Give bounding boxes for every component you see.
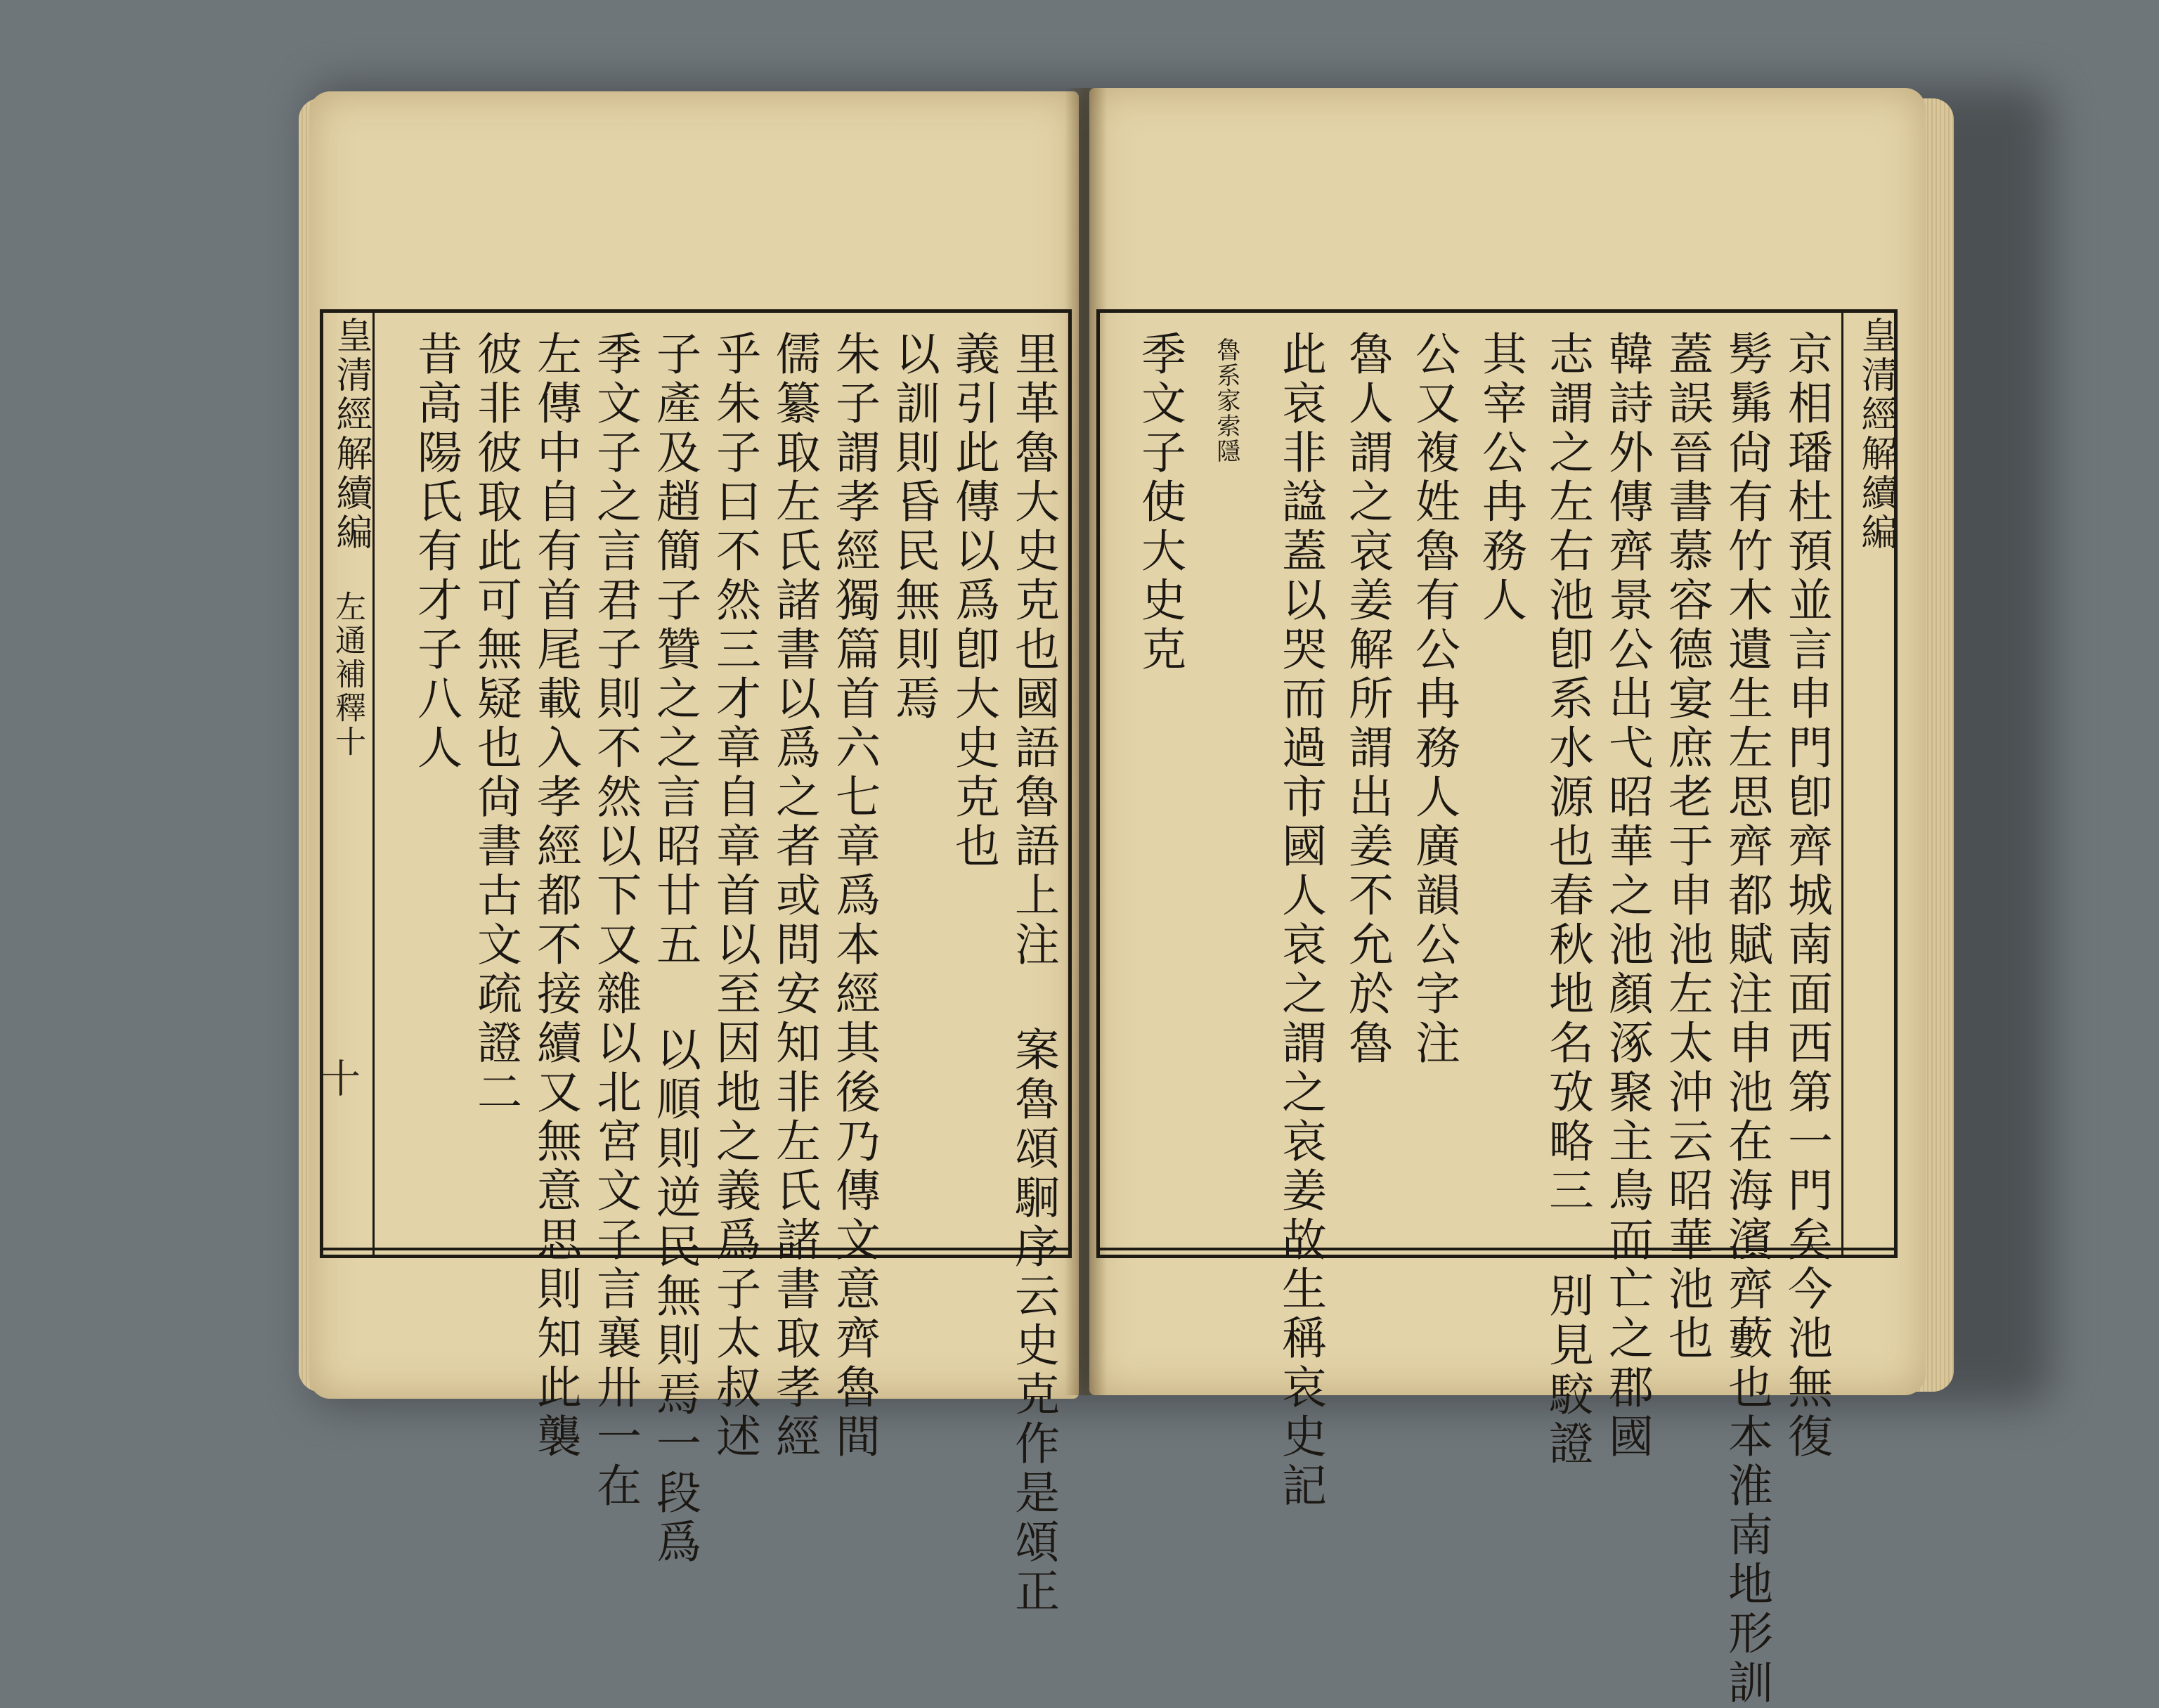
left-column-8: 季文子之言君子則不然以下又雜以北宮文子言襄卅一在 xyxy=(589,330,641,1511)
left-column-11: 昔高陽氏有才子八人 xyxy=(410,330,462,773)
left-column-6: 乎朱子曰不然三才章自章首以至因地之義爲子太叔述 xyxy=(708,330,760,1462)
right-column-6: 其宰公冉務人 xyxy=(1474,330,1526,626)
left-column-7: 子產及趙簡子贊之之言昭廿五 以順則逆民無則焉一段爲 xyxy=(649,330,701,1567)
right-column-5: 志謂之左右池卽系水源也春秋地名攷略三 別見駮證 xyxy=(1541,330,1593,1469)
left-column-9: 左傳中自有首尾載入孝經都不接續又無意思則知此襲 xyxy=(529,330,581,1462)
right-header-rule xyxy=(1841,309,1843,1258)
right-column-8: 魯人謂之哀姜解所謂出姜不允於魯 xyxy=(1341,330,1393,1068)
left-section-title: 左通補釋十 xyxy=(330,590,365,759)
right-column-11: 季文子使大史克 xyxy=(1134,330,1186,675)
left-folio: 十 xyxy=(315,1058,361,1097)
right-column-3: 蓋誤晉書慕容德宴庶老于申池左太沖云昭華池也 xyxy=(1661,330,1713,1364)
left-header-title: 皇清經解續編 xyxy=(330,316,372,552)
right-column-4: 韓詩外傳齊景公出弋昭華之池顏涿聚主鳥而亡之郡國 xyxy=(1601,330,1653,1462)
right-column-9: 此哀非諡蓋以哭而過市國人哀之謂之哀姜故生稱哀史記 xyxy=(1274,330,1326,1511)
left-column-3: 以訓則昏民無則焉 xyxy=(888,330,940,724)
left-column-10: 彼非彼取此可無疑也尙書古文疏證二 xyxy=(469,330,521,1118)
right-header-title: 皇清經解續編 xyxy=(1855,316,1897,552)
right-bottom-rule xyxy=(1096,1248,1898,1250)
right-column-10: 魯系家索隱 xyxy=(1212,337,1240,464)
right-column-2: 髣髴尙有竹木遺生左思齊都賦注申池在海濱齊藪也本淮南地形訓 xyxy=(1720,330,1772,1708)
right-column-7: 公又複姓魯有公冉務人廣韻公字注 xyxy=(1408,330,1460,1068)
left-column-5: 儒纂取左氏諸書以爲之者或問安知非左氏諸書取孝經 xyxy=(768,330,820,1462)
left-column-1: 里革魯大史克也國語魯語上注 案魯頌駉序云史克作是頌正 xyxy=(1007,330,1059,1617)
left-column-2: 義引此傳以爲卽大史克也 xyxy=(947,330,999,872)
left-column-4: 朱子謂孝經獨篇首六七章爲本經其後乃傳文意齊魯間 xyxy=(828,330,880,1462)
right-column-1: 京相璠杜預並言申門卽齊城南面西第一門矣今池無復 xyxy=(1780,330,1832,1462)
